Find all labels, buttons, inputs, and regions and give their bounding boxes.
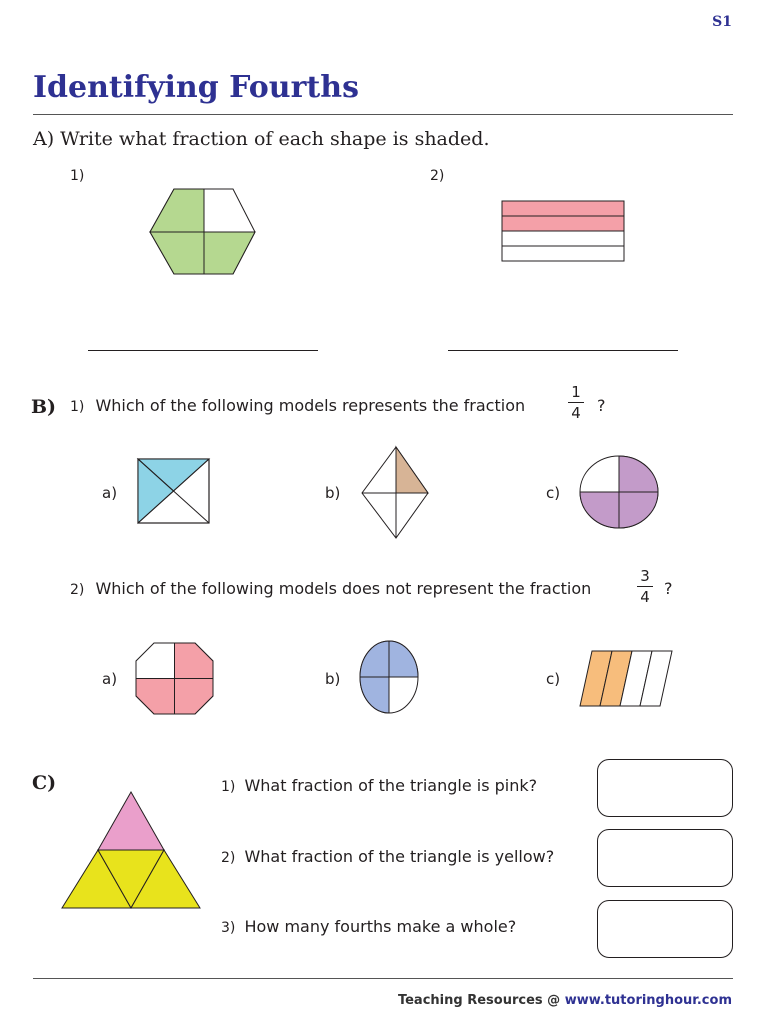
b1-option-a-label: a) bbox=[102, 484, 118, 502]
b2-fraction-numerator: 3 bbox=[640, 567, 650, 585]
b2-number: 2) bbox=[70, 582, 85, 598]
b2-option-a-label: a) bbox=[102, 670, 118, 688]
section-c-label: C) bbox=[32, 772, 57, 794]
b2-question-mark: ? bbox=[664, 579, 673, 598]
section-a-heading: A) Write what fraction of each shape is shaded. bbox=[33, 128, 490, 150]
b1-question-mark: ? bbox=[597, 396, 606, 415]
footer-divider bbox=[33, 978, 733, 979]
c3-question bbox=[221, 917, 516, 936]
b1-number: 1) bbox=[70, 399, 85, 415]
b1-fraction-numerator: 1 bbox=[571, 383, 581, 401]
section-b-label: B) bbox=[31, 396, 57, 418]
b2-text: Which of the following models does not represent the fraction bbox=[95, 579, 592, 598]
b1-option-c-label: c) bbox=[546, 484, 561, 502]
c2-number: 2) bbox=[221, 850, 236, 866]
b1-fraction-denominator: 4 bbox=[571, 404, 581, 422]
c3-text: How many fourths make a whole? bbox=[244, 917, 517, 936]
footer bbox=[398, 993, 732, 1008]
footer-prefix: Teaching Resources @ bbox=[397, 993, 561, 1008]
a2-number: 2) bbox=[430, 168, 445, 184]
page-title: Identifying Fourths bbox=[33, 70, 359, 105]
b2-option-c-label: c) bbox=[546, 670, 561, 688]
c1-answer-box[interactable] bbox=[597, 759, 733, 817]
b2-fraction-denominator: 4 bbox=[640, 588, 650, 606]
c1-question bbox=[221, 776, 537, 795]
b1-option-b-label: b) bbox=[325, 484, 341, 502]
footer-url-link[interactable]: www.tutoringhour.com bbox=[564, 993, 732, 1008]
c2-text: What fraction of the triangle is yellow? bbox=[244, 847, 555, 866]
c3-number: 3) bbox=[221, 920, 236, 936]
c2-answer-box[interactable] bbox=[597, 829, 733, 887]
b1-text: Which of the following models represents the fraction bbox=[95, 396, 526, 415]
c3-answer-box[interactable] bbox=[597, 900, 733, 958]
c1-number: 1) bbox=[221, 779, 236, 795]
c2-question bbox=[221, 847, 554, 866]
b2-option-b-label: b) bbox=[325, 670, 341, 688]
worksheet-code: S1 bbox=[712, 14, 732, 30]
c1-text: What fraction of the triangle is pink? bbox=[244, 776, 538, 795]
a1-number: 1) bbox=[70, 168, 85, 184]
